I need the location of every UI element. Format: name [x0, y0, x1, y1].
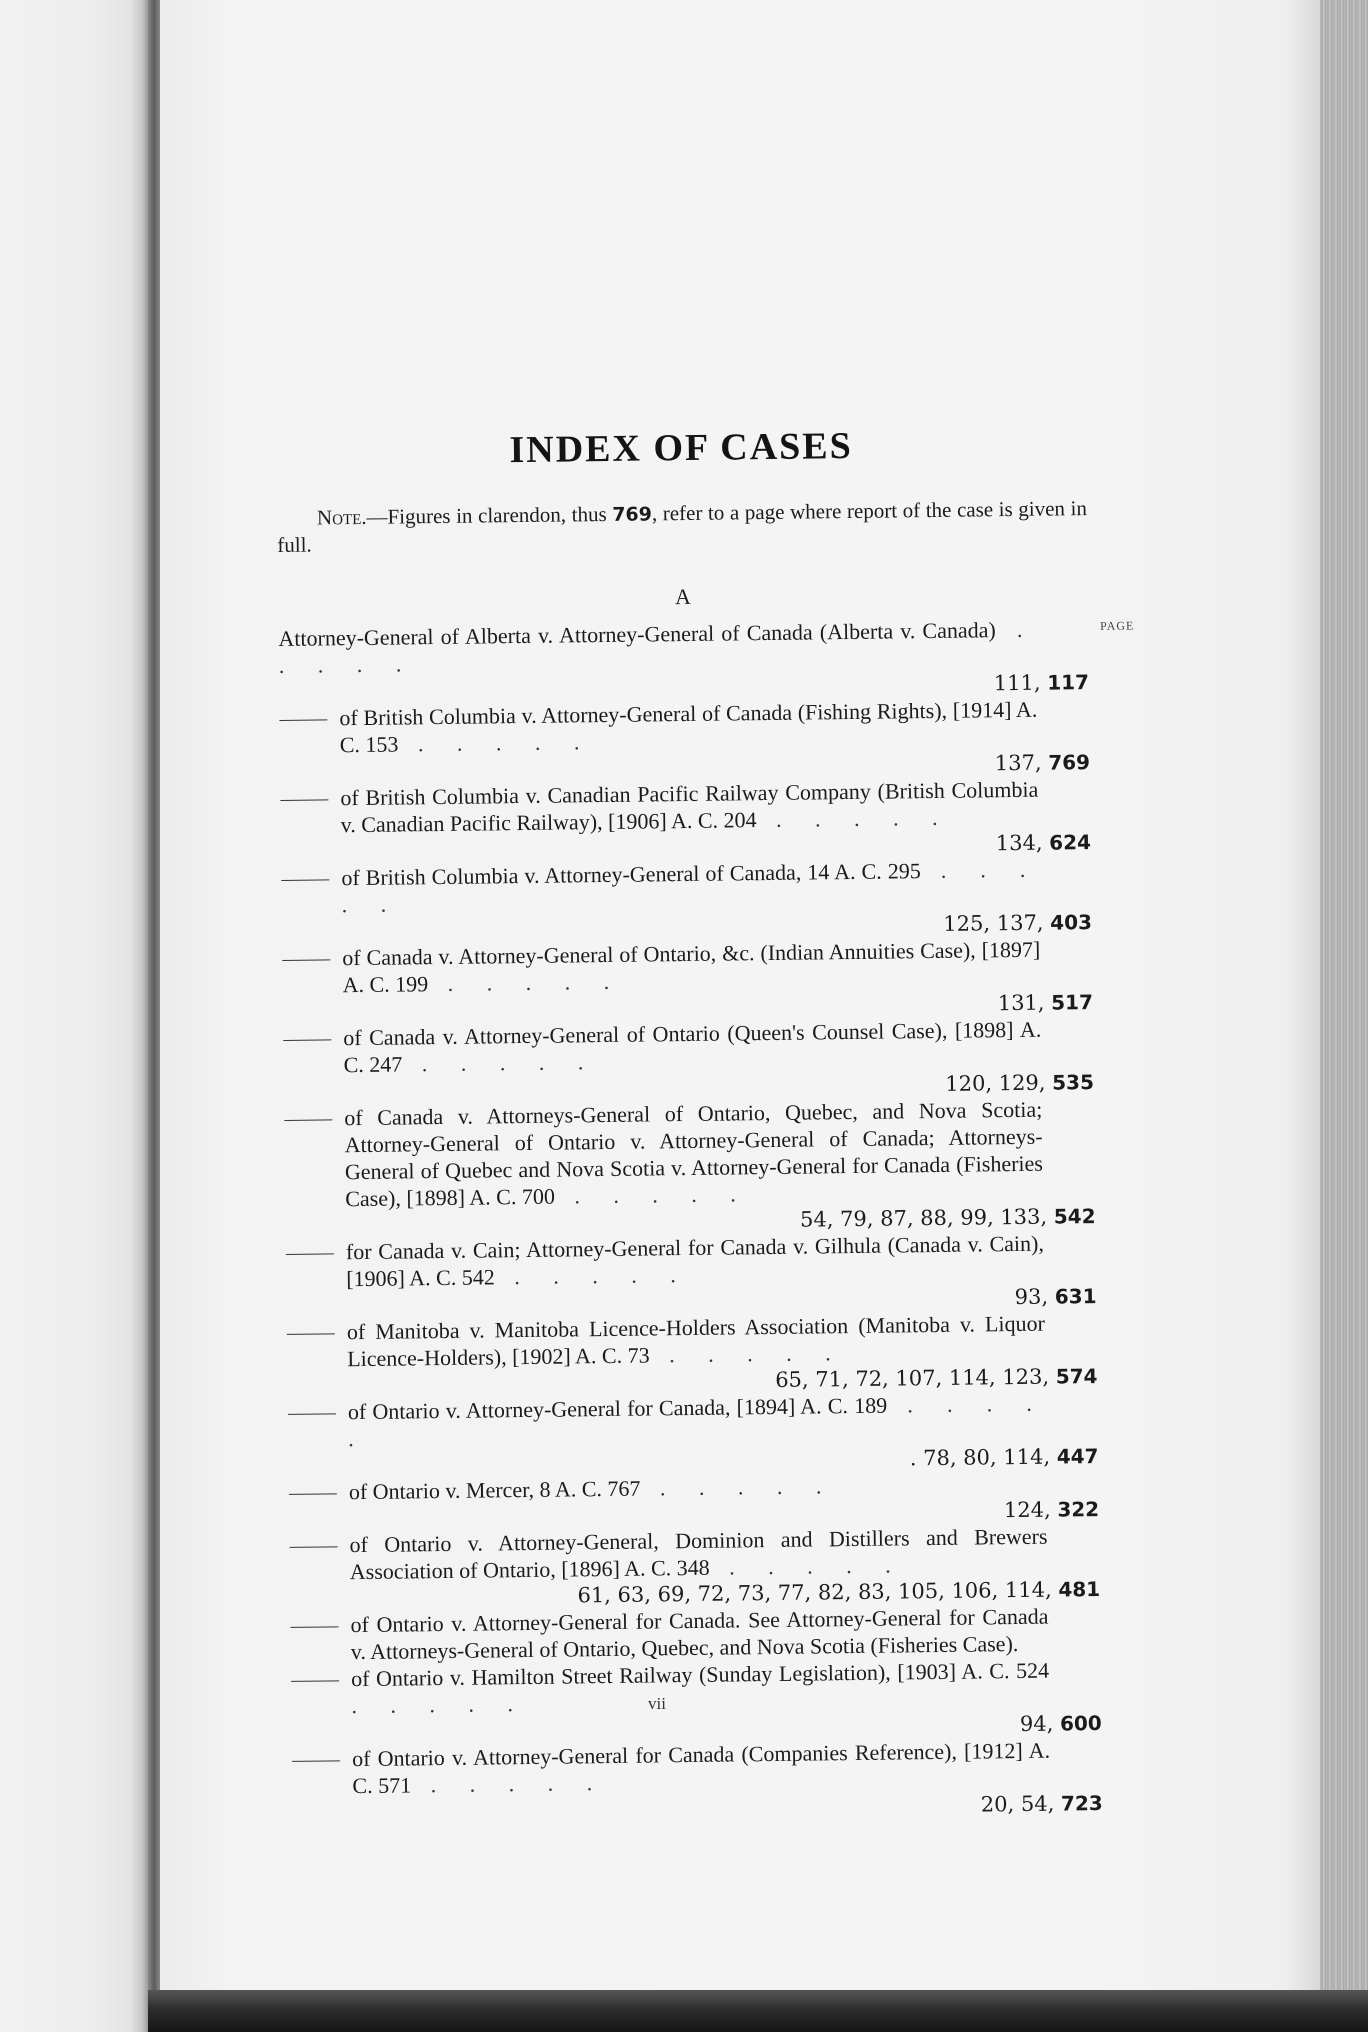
page-ref-full-report: 117	[1047, 670, 1090, 695]
index-entry	[292, 1736, 1103, 1826]
page-ref-full-report: 517	[1051, 990, 1094, 1015]
page-refs-plain: 125, 137,	[943, 910, 1051, 936]
page-ref-full-report: 723	[1060, 1791, 1103, 1816]
page-column-label: PAGE	[1100, 618, 1135, 633]
ditto-dash	[282, 960, 330, 962]
section-letter: A	[674, 583, 692, 610]
index-entries	[278, 615, 1135, 1826]
page-ref-full-report: 631	[1054, 1284, 1097, 1309]
page-refs-plain: 54, 79, 87, 88, 99, 133,	[799, 1204, 1054, 1232]
page-edges	[1320, 0, 1368, 2032]
ditto-dash	[283, 1040, 331, 1042]
entry-text: of British Columbia v. Canadian Pacific Railway Company (British Columbia v. Canadian Pacific Railway), [1906] A. C. 204	[340, 776, 1039, 838]
note-text-before: —Figures in clarendon, thus	[366, 501, 613, 529]
page-refs-plain: 65, 71, 72, 107, 114, 123,	[775, 1364, 1056, 1392]
page-refs-plain: 120, 129,	[945, 1070, 1053, 1096]
note-text-after: , refer to a page where report of the case is given in full.	[277, 496, 1088, 557]
dot-leader: . . . . .	[428, 968, 624, 997]
dot-leader: . . . . .	[402, 1049, 598, 1077]
entry-text: of Ontario v. Attorney-General for Canada, [1894] A. C. 189	[347, 1392, 888, 1425]
entry-text: Attorney-General of Alberta v. Attorney-General of Canada (Alberta v. Canada)	[278, 617, 996, 651]
book-gutter	[148, 0, 160, 2032]
entry-text: of British Columbia v. Attorney-General of Canada (Fishing Rights), [1914] A. C. 153	[339, 696, 1038, 758]
dot-leader: . . . . .	[649, 1340, 845, 1368]
ditto-dash	[280, 800, 328, 802]
index-entry	[280, 775, 1091, 865]
index-entry	[281, 855, 1092, 945]
entry-text: of Canada v. Attorney-General of Ontario (Queen's Counsel Case), [1898] A. C. 247	[343, 1016, 1042, 1078]
note-label: Note.	[316, 504, 367, 530]
dot-leader: . . . . .	[554, 1181, 750, 1209]
dot-leader: . . . . .	[494, 1262, 690, 1290]
dot-leader: . . . . .	[709, 1552, 905, 1580]
index-entry	[289, 1522, 1100, 1612]
page-ref-full-report: 447	[1056, 1444, 1099, 1469]
page-refs-plain: 134,	[995, 830, 1050, 856]
index-entry	[283, 1015, 1094, 1105]
entry-text: of Canada v. Attorney-General of Ontario, &c. (Indian Annuities Case), [1897] A. C. 199	[342, 936, 1041, 998]
index-entry	[282, 935, 1093, 1025]
ditto-dash	[279, 720, 327, 722]
ditto-dash	[281, 880, 329, 882]
index-entry	[289, 1469, 1100, 1532]
page-refs-plain: 124,	[1003, 1497, 1058, 1523]
note-example: 769	[612, 503, 653, 526]
note-paragraph	[277, 495, 1088, 558]
page-refs-plain: 93,	[1014, 1284, 1055, 1310]
page-ref-full-report: 322	[1057, 1497, 1100, 1522]
dot-leader: . . . . .	[756, 804, 952, 833]
ditto-dash	[286, 1254, 334, 1256]
page-ref-full-report: 535	[1052, 1070, 1095, 1095]
dot-leader: . . . . .	[398, 729, 594, 757]
entry-text: of Ontario v. Attorney-General, Dominion and Distillers and Brewers Association of Ontario, [1896] A. C. 348	[349, 1523, 1048, 1585]
page-refs-plain: 94,	[1019, 1711, 1061, 1737]
dot-leader: . . . . .	[341, 856, 1040, 918]
index-entry	[286, 1229, 1097, 1319]
page-ref-full-report: 624	[1049, 830, 1092, 855]
index-entry	[290, 1602, 1101, 1666]
entry-text: of Canada v. Attorneys-General of Ontario, Quebec, and Nova Scotia; Attorney-General of Ontario v. Attorney-General of Canada; Attorneys-General of Quebec and Nova Scotia v. Attorney-General for Canada (Fisheries Case), [1898] A. C. 700	[344, 1096, 1044, 1212]
index-entry	[278, 615, 1089, 705]
facing-page	[0, 0, 148, 2032]
index-entry	[279, 695, 1090, 785]
dot-leader: . . . . .	[410, 1770, 607, 1798]
entry-text: for Canada v. Cain; Attorney-General for Canada v. Gilhula (Canada v. Cain), [1906] A. C. 542	[345, 1230, 1045, 1292]
page-refs-plain: 131,	[997, 990, 1052, 1016]
dot-leader: . . . . .	[640, 1473, 836, 1501]
entry-text: of Ontario v. Attorney-General for Canada (Companies Reference), [1912] A. C. 571	[351, 1737, 1051, 1799]
page-refs-plain: 20, 54,	[980, 1791, 1062, 1817]
dot-leader: . . . . .	[278, 616, 1037, 678]
index-entry	[284, 1095, 1096, 1239]
ditto-dash	[284, 1120, 332, 1122]
entry-text: of Ontario v. Mercer, 8 A. C. 767	[348, 1475, 641, 1505]
page-number: vii	[648, 1694, 666, 1713]
page-refs-plain: 137,	[994, 750, 1049, 776]
ditto-dash	[289, 1494, 337, 1496]
ditto-dash	[291, 1681, 339, 1683]
entry-text: of British Columbia v. Attorney-General of Canada, 14 A. C. 295	[341, 858, 921, 891]
page-title: INDEX OF CASES	[509, 424, 854, 472]
dot-leader: . . . . .	[351, 1691, 528, 1719]
entry-text: of Ontario v. Attorney-General for Canada. See Attorney-General for Canada v. Attorneys-General of Ontario, Quebec, and Nova Scotia (Fisheries Case).	[350, 1603, 1049, 1665]
index-entry	[288, 1389, 1099, 1479]
page-ref-full-report: 481	[1058, 1577, 1101, 1602]
page-ref-full-report: 403	[1050, 910, 1093, 935]
ditto-dash	[287, 1334, 335, 1336]
page-refs-plain: 111,	[993, 670, 1048, 696]
index-entry	[287, 1309, 1098, 1399]
dot-leader: . . . . .	[348, 1390, 1046, 1452]
page-refs-plain: . 78, 80, 114,	[909, 1444, 1057, 1471]
ditto-dash	[291, 1627, 339, 1629]
page-refs-plain: 61, 63, 69, 72, 73, 77, 82, 83, 105, 106, 114,	[577, 1577, 1059, 1608]
ditto-dash	[292, 1761, 340, 1763]
ditto-dash	[288, 1414, 336, 1416]
index-content	[276, 424, 1135, 1826]
ditto-dash	[290, 1547, 338, 1549]
index-entry	[291, 1656, 1102, 1746]
page-ref-full-report: 769	[1048, 750, 1091, 775]
page-ref-full-report: 600	[1059, 1711, 1102, 1736]
bottom-shadow	[148, 1990, 1368, 2032]
section-heading	[278, 578, 1088, 615]
page-ref-full-report: 542	[1053, 1204, 1096, 1229]
entry-text: of Ontario v. Hamilton Street Railway (Sunday Legislation), [1903] A. C. 524	[350, 1657, 1050, 1692]
entry-text: of Manitoba v. Manitoba Licence-Holders Association (Manitoba v. Liquor Licence-Holders), [1902] A. C. 73	[346, 1310, 1045, 1372]
page-ref-full-report: 574	[1055, 1364, 1098, 1389]
